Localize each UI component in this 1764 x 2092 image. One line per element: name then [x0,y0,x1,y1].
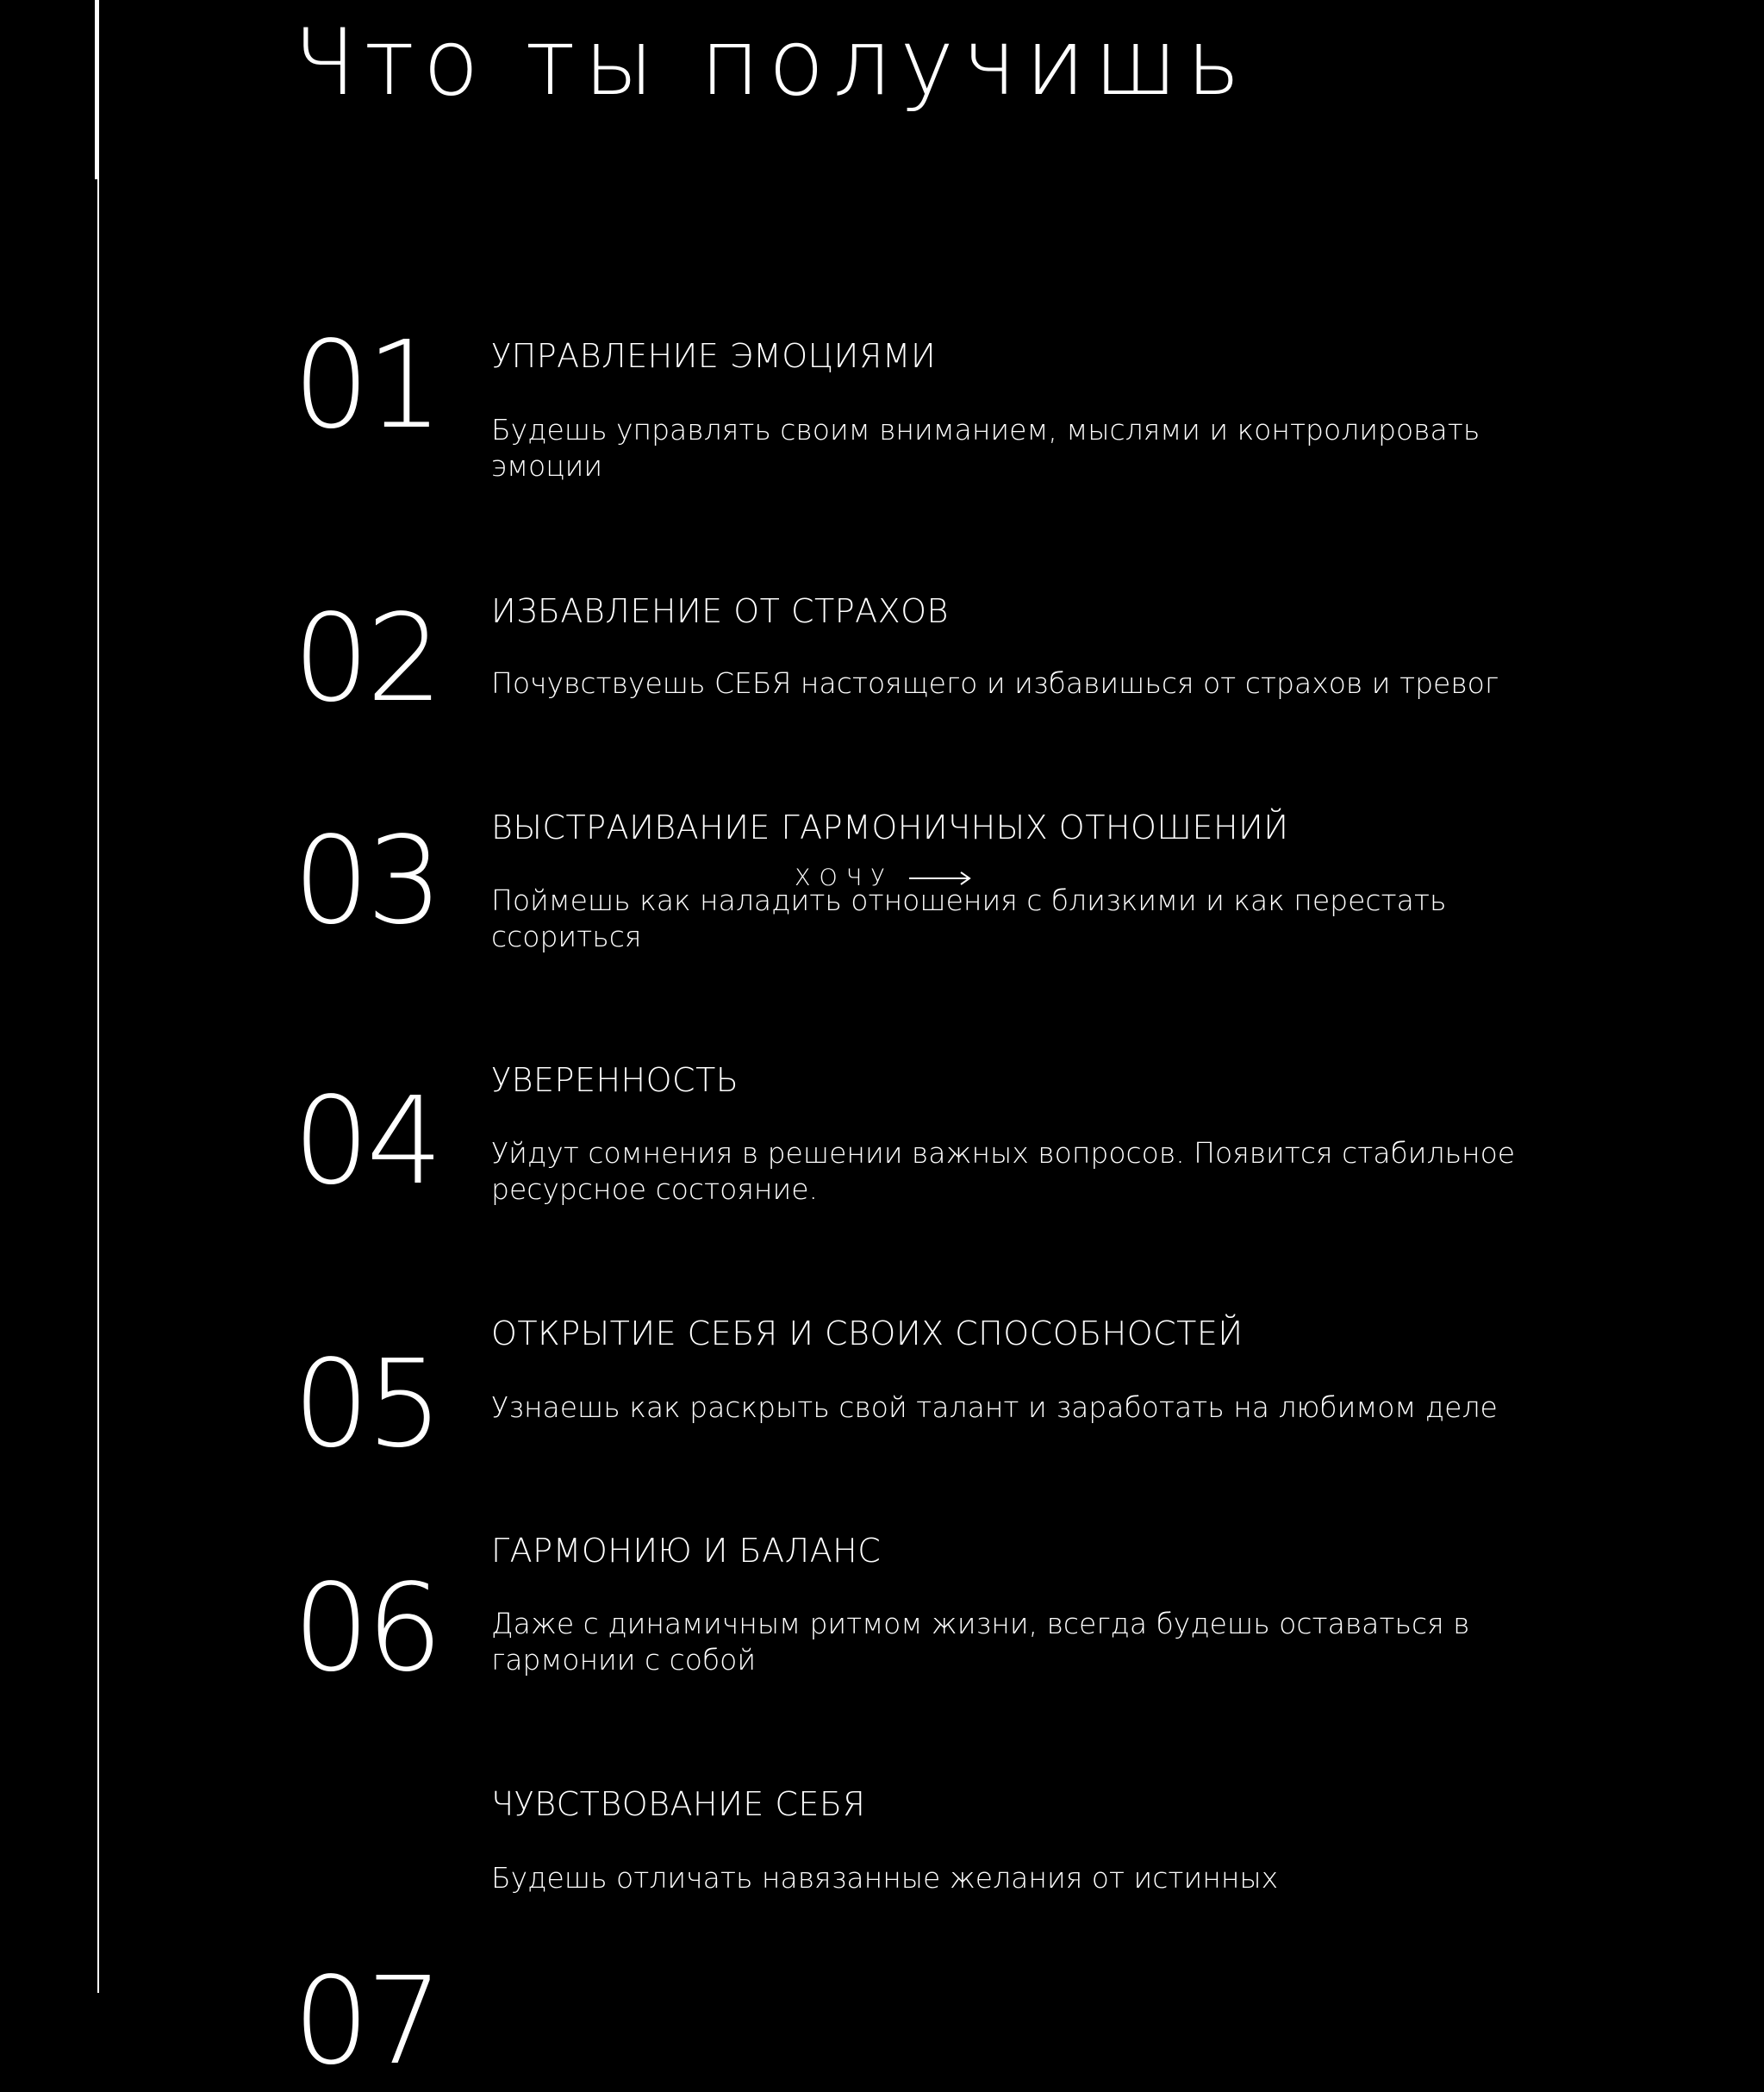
want-button[interactable] [795,865,971,891]
item-heading: ИЗБАВЛЕНИЕ ОТ СТРАХОВ [491,592,949,630]
item-text: Почувствуешь СЕБЯ настоящего и избавишься от страхов и тревог [491,666,1499,700]
item-heading: ВЫСТРАИВАНИЕ ГАРМОНИЧНЫХ ОТНОШЕНИЙ [491,809,1289,846]
item-text: Будешь управлять своим вниманием, мыслями и контролировать эмоции [491,413,1480,483]
item-text: Даже с динамичным ритмом жизни, всегда будешь оставаться в гармонии с собой [491,1607,1470,1677]
item-heading: УПРАВЛЕНИЕ ЭМОЦИЯМИ [491,337,937,375]
item-number: 01 [293,315,440,456]
item-text: Поймешь как наладить отношения с близкими и как перестать ссориться [491,884,1447,953]
item-heading: УВЕРЕННОСТЬ [491,1061,739,1099]
item-heading: ГАРМОНИЮ И БАЛАНС [491,1532,882,1570]
vertical-accent-line [95,0,99,179]
item-number: 05 [293,1334,440,1475]
item-number: 07 [293,1951,440,2092]
item-text: Будешь отличать навязанные желания от истинных [491,1861,1279,1895]
arrow-right-icon [909,870,971,887]
item-heading: ЧУВСТВОВАНИЕ СЕБЯ [491,1785,866,1823]
item-text: Узнаешь как раскрыть свой талант и заработать на любимом деле [491,1390,1498,1424]
vertical-divider-line [97,179,99,1993]
item-text: Уйдут сомнения в решении важных вопросов. Появится стабильное ресурсное состояние. [491,1136,1516,1206]
item-heading: ОТКРЫТИЕ СЕБЯ И СВОИХ СПОСОБНОСТЕЙ [491,1315,1244,1352]
item-number: 03 [293,811,440,952]
want-button-label: ХОЧУ [795,865,894,891]
item-number: 06 [293,1558,440,1699]
page-title: Что ты получишь [293,9,1250,116]
item-number: 02 [293,589,440,729]
item-number: 04 [293,1071,440,1212]
